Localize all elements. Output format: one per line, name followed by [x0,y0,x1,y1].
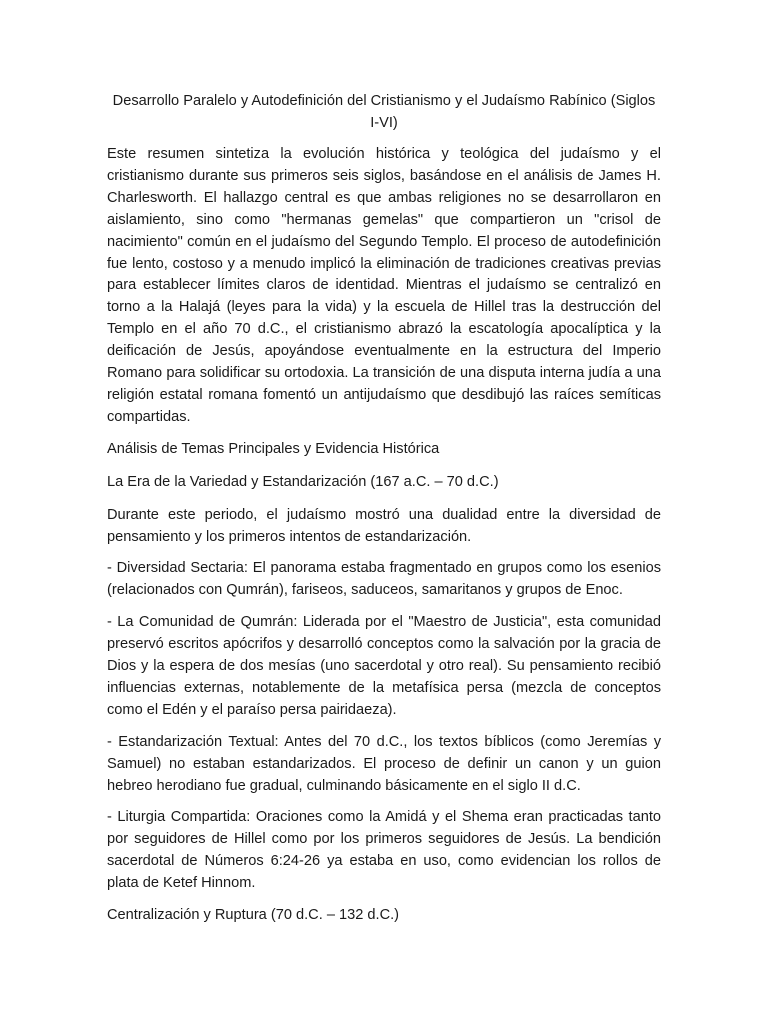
subsection-2-heading: Centralización y Ruptura (70 d.C. – 132 d.C.) [107,907,400,924]
bullet-estandarizacion-textual: - Estandarización Textual: Antes del 70 d.C., los textos bíblicos (como Jeremías y Samuel) no estaban estandarizados. El proceso de definir un canon y un guion hebreo herodiano fue gradual, culminando básicamente en el siglo II d.C. [107,733,661,794]
bullet-comunidad-qumran: - La Comunidad de Qumrán: Liderada por el "Maestro de Justicia", esta comunidad preservó escritos apócrifos y desarrolló conceptos como la salvación por la gracia de Dios y la espera de dos mesías (uno sacerdotal y otro real). Su pensamiento recibió influencias externas, notablemente de la metafísica persa (mezcla de conceptos como el Edén y el paraíso persa pairidaeza). [107,614,661,718]
section-heading: Análisis de Temas Principales y Evidencia Histórica [107,440,440,457]
bullet-liturgia-compartida: - Liturgia Compartida: Oraciones como la Amidá y el Shema eran practicadas tanto por seguidores de Hillel como por los primeros seguidores de Jesús. La bendición sacerdotal de Números 6:24-26 ya estaba en uso, como evidencian los rollos de plata de Ketef Hinnom. [107,809,661,892]
document-page [107,90,661,938]
subsection-1-intro: Durante este periodo, el judaísmo mostró una dualidad entre la diversidad de pensamiento y los primeros intentos de estandarización. [107,506,661,545]
subsection-1-heading: La Era de la Variedad y Estandarización (167 a.C. – 70 d.C.) [107,473,499,490]
bullet-diversidad-sectaria: - Diversidad Sectaria: El panorama estaba fragmentado en grupos como los esenios (relacionados con Qumrán), fariseos, saduceos, samaritanos y grupos de Enoc. [107,560,661,599]
document-title: Desarrollo Paralelo y Autodefinición del Cristianismo y el Judaísmo Rabínico (Siglos I-VI) [112,93,656,131]
intro-paragraph: Este resumen sintetiza la evolución histórica y teológica del judaísmo y el cristianismo durante sus primeros seis siglos, basándose en el análisis de James H. Charlesworth. El hallazgo central es que ambas religiones no se desarrollaron en aislamiento, sino como "hermanas gemelas" que compartieron un "crisol de nacimiento" común en el judaísmo del Segundo Templo. El proceso de autodefinición fue lento, costoso y a menudo implicó la eliminación de tradiciones creativas previas para establecer límites claros de identidad. Mientras el judaísmo se centralizó en torno a la Halajá (leyes para la vida) y la escuela de Hillel tras la destrucción del Templo en el año 70 d.C., el cristianismo abrazó la escatología apocalíptica y la deificación de Jesús, apoyándose eventualmente en la estructura del Imperio Romano para solidificar su ortodoxia. La transición de una disputa interna judía a una religión estatal romana fomentó un antijudaísmo que desdibujó las raíces semíticas compartidas. [107,146,661,425]
